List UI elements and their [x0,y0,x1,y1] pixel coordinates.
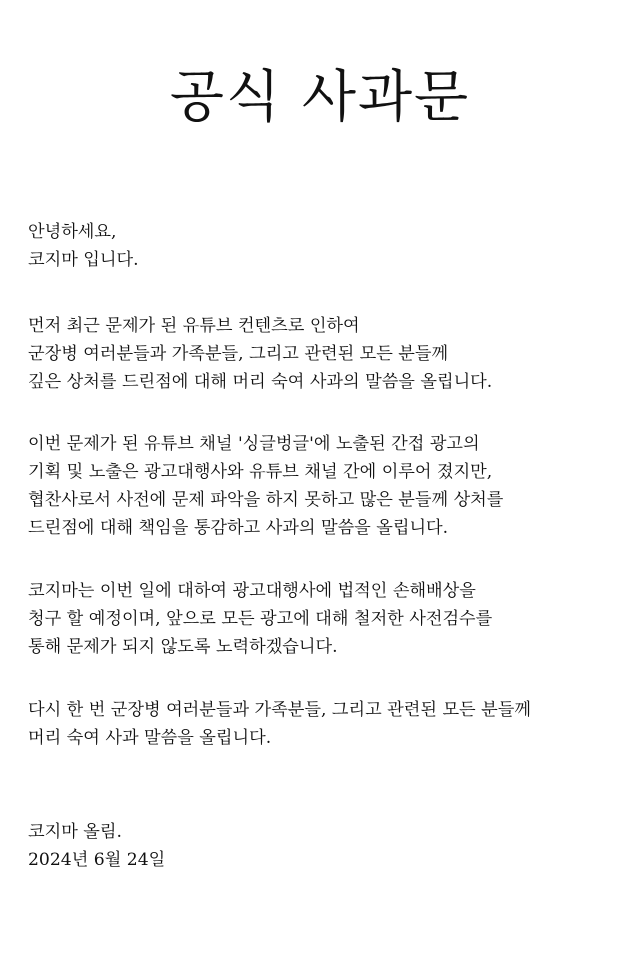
text-line: 코지마는 이번 일에 대하여 광고대행사에 법적인 손해배상을 [28,581,476,601]
text-line: 코지마 입니다. [28,250,139,270]
text-line: 먼저 최근 문제가 된 유튜브 컨텐츠로 인하여 [28,316,360,336]
apology-paragraph [28,312,628,396]
text-line: 깊은 상처를 드린점에 대해 머리 숙여 사과의 말씀을 올립니다. [28,372,493,392]
date-line: 2024년 6월 24일 [28,850,166,870]
text-line: 협찬사로서 사전에 문제 파악을 하지 못하고 많은 분들께 상처를 [28,490,504,510]
signature-line: 코지마 올림. [28,822,122,842]
text-line: 이번 문제가 된 유튜브 채널 '싱글벙글'에 노출된 간접 광고의 [28,434,480,454]
text-line: 다시 한 번 군장병 여러분들과 가족분들, 그리고 관련된 모든 분들께 [28,700,531,720]
text-line: 기획 및 노출은 광고대행사와 유튜브 채널 간에 이루어 졌지만, [28,462,493,482]
text-line: 안녕하세요, [28,222,117,242]
greeting-paragraph [28,218,628,274]
text-line: 통해 문제가 되지 않도록 노력하겠습니다. [28,637,338,657]
text-line: 머리 숙여 사과 말씀을 올립니다. [28,728,272,748]
text-line: 청구 할 예정이며, 앞으로 모든 광고에 대해 철저한 사전검수를 [28,609,493,629]
text-line: 군장병 여러분들과 가족분들, 그리고 관련된 모든 분들께 [28,344,449,364]
closing-apology-paragraph [28,696,628,752]
explanation-paragraph [28,430,628,542]
page-title: 공식 사과문 [169,65,471,130]
action-paragraph [28,577,628,661]
text-line: 드린점에 대해 책임을 통감하고 사과의 말씀을 올립니다. [28,518,449,538]
signature-block [28,818,628,874]
